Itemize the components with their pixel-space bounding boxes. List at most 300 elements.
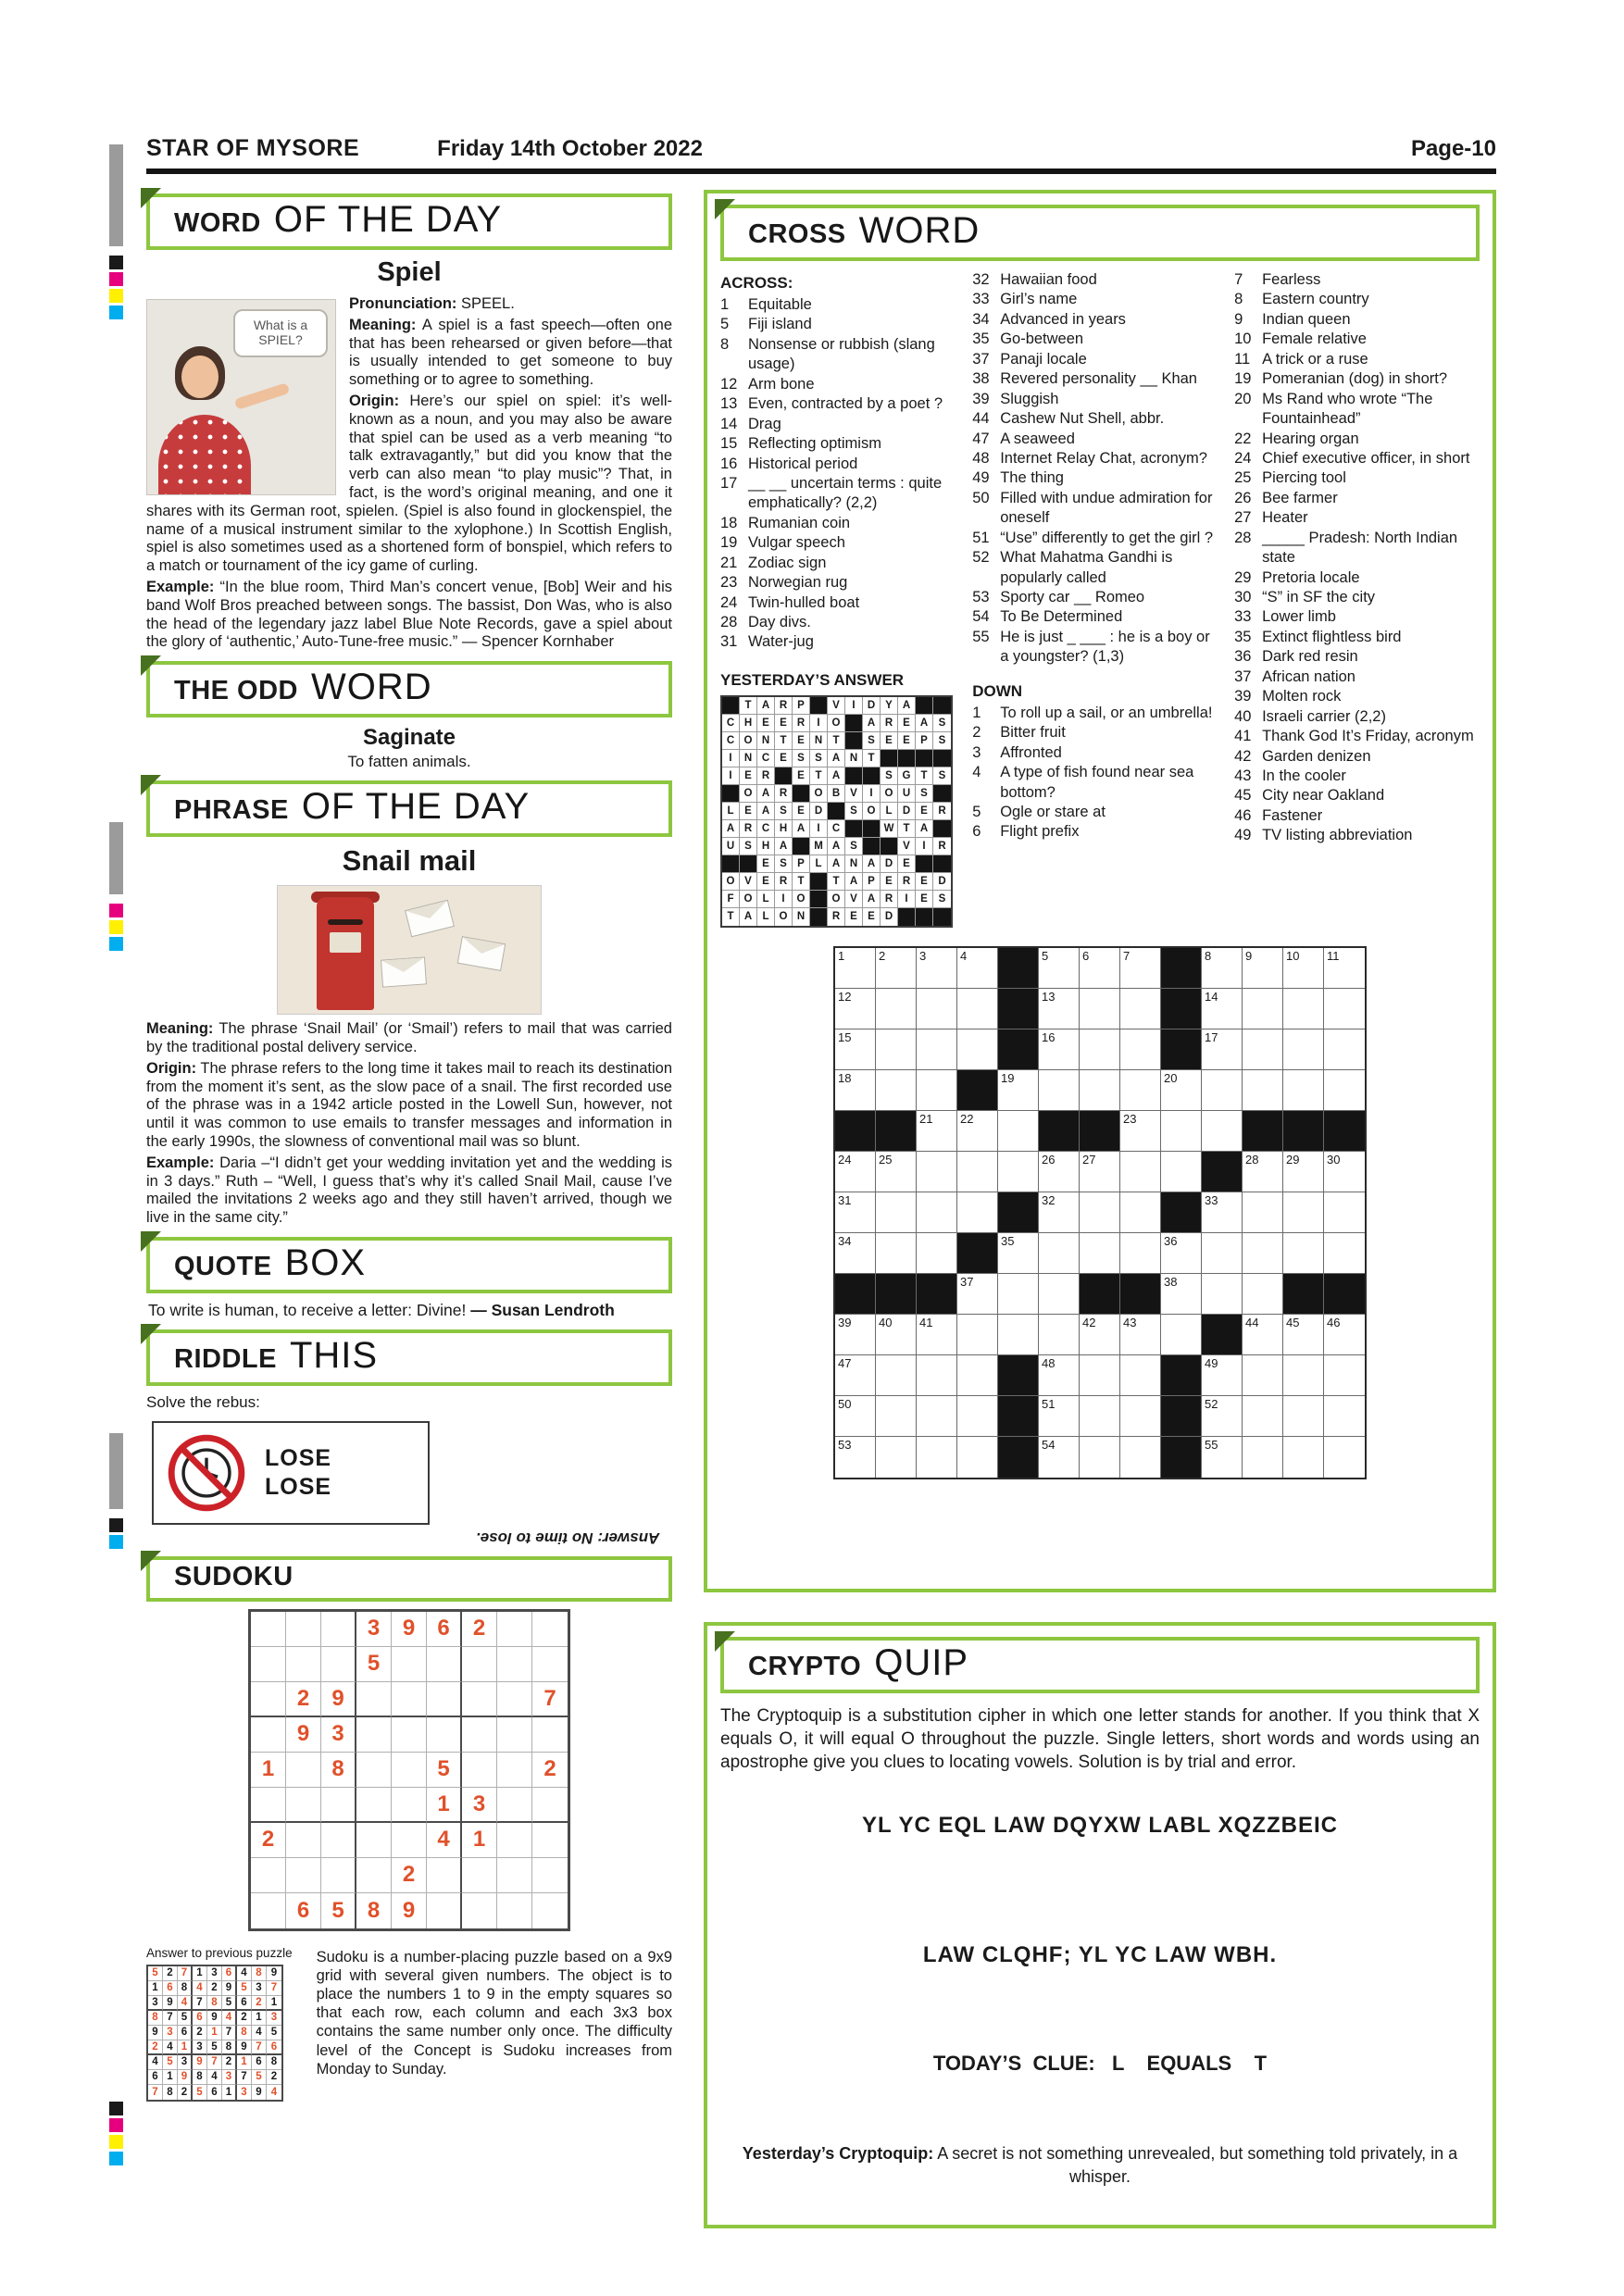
grid-cell-number: 10	[1286, 948, 1300, 963]
answer-letter: R	[740, 820, 757, 838]
crossword-block	[1202, 1315, 1243, 1355]
answer-letter: A	[757, 697, 775, 715]
sudoku-cell	[427, 1717, 462, 1753]
clue-number: 30	[1234, 589, 1252, 605]
answer-letter: R	[775, 697, 793, 715]
sudoku-answer-grid	[146, 1965, 283, 2102]
sudoku-cell: 9	[222, 1981, 237, 1996]
sudoku-cell	[286, 1753, 321, 1788]
sudoku-cell	[251, 1647, 286, 1682]
answer-letter: L	[757, 908, 775, 926]
print-color-mark-black	[109, 1518, 123, 1532]
crossword-cell	[835, 948, 876, 989]
crossword-cell	[876, 1029, 917, 1070]
sudoku-cell	[497, 1682, 532, 1717]
sudoku-cell: 5	[237, 1981, 252, 1996]
crossword-cell	[835, 1355, 876, 1396]
print-color-mark-yellow	[109, 289, 123, 303]
crossword-cell	[1120, 1192, 1161, 1233]
sudoku-cell	[356, 1753, 392, 1788]
answer-letter: V	[845, 891, 863, 908]
answer-block	[863, 767, 881, 785]
todays-clue: TODAY’S CLUE: L EQUALS T	[932, 2052, 1268, 2076]
crossword-block	[998, 1396, 1039, 1437]
clue-number: 3	[972, 743, 981, 761]
answer-letter: B	[828, 785, 845, 803]
crossword-clue	[972, 763, 1218, 803]
clue-text: Historical period	[748, 455, 858, 472]
answer-block	[933, 820, 951, 838]
header-light-text: BOX	[284, 1242, 367, 1283]
clue-number: 31	[720, 633, 738, 651]
crossword-block	[917, 1274, 957, 1315]
origin-label: Origin:	[146, 1059, 197, 1077]
crossword-cell	[957, 1192, 998, 1233]
crossword-cell	[1039, 1396, 1080, 1437]
masthead: STAR OF MYSORE	[146, 135, 360, 161]
sudoku-cell: 1	[237, 2055, 252, 2070]
sudoku-cell	[356, 1823, 392, 1858]
clue-text: The thing	[1000, 469, 1064, 487]
answer-letter: N	[740, 750, 757, 767]
crossword-cell	[835, 1233, 876, 1274]
example-label: Example:	[146, 578, 215, 595]
answer-letter: T	[828, 873, 845, 891]
answer-block	[898, 908, 916, 926]
crossword-grid	[833, 946, 1367, 1479]
clue-text: Cashew Nut Shell, abbr.	[1000, 410, 1165, 428]
sudoku-cell: 6	[163, 1981, 178, 1996]
crossword-cell	[876, 1396, 917, 1437]
header-bold-text: RIDDLE	[174, 1343, 277, 1374]
meaning-text: A spiel is a fast speech—often one that has been rehearsed or given before—that is usually intended to get someone to buy something or to agree to something.	[349, 316, 672, 389]
sudoku-cell: 1	[252, 2011, 267, 2026]
rebus-words	[265, 1444, 331, 1503]
clue-text: Fiji island	[748, 316, 812, 333]
crossword-clue	[972, 350, 1218, 369]
sudoku-cell: 2	[207, 1981, 222, 1996]
answer-letter: E	[916, 803, 933, 820]
crossword-cell	[1080, 1192, 1120, 1233]
postbox-photo	[277, 885, 542, 1015]
crossword-clue	[972, 270, 1218, 290]
crossword-block	[835, 1111, 876, 1152]
crossword-cell	[917, 1152, 957, 1192]
sudoku-cell	[321, 1823, 356, 1858]
clue-number: 21	[720, 554, 738, 571]
crossword-clue	[1234, 687, 1480, 706]
crossword-cell	[835, 989, 876, 1029]
clue-text: Bitter fruit	[1000, 724, 1066, 742]
sudoku-cell: 3	[252, 1981, 267, 1996]
clue-text: Zodiac sign	[748, 554, 827, 571]
answer-letter: T	[828, 732, 845, 750]
sudoku-cell: 6	[193, 2011, 207, 2026]
crossword-cell	[1080, 1396, 1120, 1437]
sudoku-cell	[321, 1788, 356, 1823]
answer-letter: P	[916, 732, 933, 750]
clue-text: Sporty car __ Romeo	[1000, 589, 1145, 605]
sudoku-cell: 7	[222, 2026, 237, 2040]
answer-letter: I	[863, 785, 881, 803]
clue-number: 28	[720, 614, 738, 630]
crossword-cell	[1161, 1111, 1202, 1152]
answer-letter: T	[740, 697, 757, 715]
clue-number: 34	[972, 310, 990, 328]
answer-letter: V	[845, 785, 863, 803]
clue-number: 33	[972, 291, 990, 308]
answer-block	[810, 891, 828, 908]
clue-text: Hawaiian food	[1000, 271, 1097, 288]
answer-letter: A	[793, 820, 810, 838]
answer-letter: N	[810, 732, 828, 750]
answer-letter: O	[775, 908, 793, 926]
answer-letter: U	[898, 785, 916, 803]
sudoku-description: Sudoku is a number-placing puzzle based on a 9x9 grid with several given numbers. The object is to place the numbers 1 to 9 in the empty squares so that each row, each column and each 3x3 box contains the same number only once. The difficulty level of the Concept is Sudoku increases from Monday to Sunday.	[316, 1948, 672, 2078]
crossword-cell	[1243, 1355, 1283, 1396]
grid-cell-number: 28	[1245, 1152, 1259, 1167]
answer-letter: I	[775, 891, 793, 908]
phrase-example-line	[146, 1154, 672, 1228]
quote-attribution: — Susan Lendroth	[470, 1300, 615, 1319]
sudoku-cell: 6	[286, 1893, 321, 1928]
crossword-cell	[1039, 1233, 1080, 1274]
clue-text: Reflecting optimism	[748, 435, 881, 453]
clue-number: 42	[1234, 747, 1252, 765]
sudoku-cell: 9	[392, 1893, 427, 1928]
clue-number: 35	[972, 331, 990, 348]
photo-person-arm	[234, 382, 291, 410]
grid-cell-number: 9	[1245, 948, 1253, 963]
crossword-cell	[998, 1111, 1039, 1152]
envelope-icon	[457, 936, 506, 971]
sudoku-cell	[497, 1788, 532, 1823]
answer-letter: G	[898, 767, 916, 785]
sudoku-cell: 6	[427, 1612, 462, 1647]
crossword-cell	[1283, 1192, 1324, 1233]
answer-letter: C	[757, 750, 775, 767]
clue-number: 54	[972, 608, 990, 626]
crossword-cell	[1324, 1233, 1365, 1274]
clue-text: Extinct flightless bird	[1262, 628, 1402, 645]
crossword-block	[1161, 1355, 1202, 1396]
sudoku-cell	[392, 1717, 427, 1753]
clue-number: 45	[1234, 787, 1252, 805]
crossword-clue	[720, 375, 956, 394]
example-text: Daria –“I didn’t get your wedding invitation yet and the wedding is in 3 days.” Ruth – “Well, I guess that’s why it’s called Snail Mail, cause I’ve mailed the invitations 2 weeks ago and they still haven’t arrived, though we live in the same city.”	[146, 1154, 672, 1227]
down-clues-part1	[972, 704, 1218, 842]
answer-letter: E	[775, 750, 793, 767]
grid-cell-number: 6	[1082, 948, 1090, 963]
header-bold-text: CRYPTO	[748, 1652, 862, 1681]
clue-number: 13	[720, 395, 738, 413]
crossword-cell	[1120, 1315, 1161, 1355]
across-label: ACROSS:	[720, 274, 793, 292]
answer-letter: A	[775, 838, 793, 855]
crossword-cell	[957, 989, 998, 1029]
sudoku-cell: 2	[462, 1612, 497, 1647]
clue-number: 50	[972, 489, 990, 506]
answer-letter: P	[793, 855, 810, 873]
header-light-text: QUIP	[874, 1642, 969, 1683]
sudoku-cell: 1	[427, 1788, 462, 1823]
answer-block	[933, 697, 951, 715]
clue-number: 1	[972, 704, 981, 721]
grid-cell-number: 4	[960, 948, 968, 963]
clue-text: Fearless	[1262, 271, 1321, 288]
crossword-cell	[1283, 948, 1324, 989]
answer-letter: V	[828, 697, 845, 715]
yesterdays-answer-label: YESTERDAY’S ANSWER	[720, 670, 905, 689]
clue-number: 18	[720, 514, 738, 531]
clue-text: __ __ uncertain terms : quite emphatically? (2,2)	[748, 474, 943, 512]
clue-number: 12	[720, 375, 738, 393]
crossword-cell	[957, 1029, 998, 1070]
crossword-cell	[998, 1152, 1039, 1192]
crossword-block	[1161, 1192, 1202, 1233]
answer-letter: S	[810, 750, 828, 767]
crossword-cell	[998, 1315, 1039, 1355]
crossword-clue	[720, 415, 956, 434]
crossword-cell	[1324, 1437, 1365, 1478]
answer-letter: I	[722, 767, 740, 785]
header-light-text: OF THE DAY	[301, 786, 531, 828]
sudoku-cell	[462, 1753, 497, 1788]
answer-letter: Y	[881, 697, 898, 715]
answer-block	[775, 767, 793, 785]
phrase-of-day-phrase: Snail mail	[342, 844, 477, 878]
print-color-mark-cyan	[109, 2152, 123, 2165]
crossword-cell	[1039, 1437, 1080, 1478]
print-registration-bar	[109, 144, 123, 246]
clue-number: 47	[972, 430, 990, 447]
grid-cell-number: 45	[1286, 1315, 1300, 1329]
grid-cell-number: 13	[1042, 989, 1056, 1004]
postbox-pillar	[317, 897, 374, 1010]
sudoku-cell: 1	[193, 1966, 207, 1981]
sudoku-cell: 7	[237, 2070, 252, 2085]
grid-cell-number: 24	[838, 1152, 852, 1167]
crossword-cell	[876, 1437, 917, 1478]
crossword-cell	[1039, 1315, 1080, 1355]
clue-text: Heater	[1262, 509, 1308, 527]
crossword-block	[998, 989, 1039, 1029]
crossword-cell	[835, 1152, 876, 1192]
header-bold-text: THE ODD	[174, 676, 298, 706]
crossword-clue	[972, 330, 1218, 349]
sudoku-cell: 5	[252, 2070, 267, 2085]
crossword-clue	[972, 390, 1218, 409]
crossword-block	[998, 1355, 1039, 1396]
grid-cell-number: 12	[838, 989, 852, 1004]
sudoku-cell	[497, 1717, 532, 1753]
crossword-cell	[1324, 1029, 1365, 1070]
clue-number: 23	[720, 574, 738, 592]
sudoku-cell	[286, 1612, 321, 1647]
crossword-cell	[917, 1070, 957, 1111]
clue-text: Piercing tool	[1262, 469, 1346, 487]
print-color-mark-yellow	[109, 920, 123, 934]
sudoku-cell: 8	[252, 1966, 267, 1981]
sudoku-cell: 6	[252, 2055, 267, 2070]
page-number: Page-10	[1410, 136, 1496, 161]
sudoku-cell: 2	[252, 1996, 267, 2011]
crossword-cell	[876, 1070, 917, 1111]
grid-cell-number: 19	[1001, 1070, 1015, 1085]
sudoku-cell: 9	[193, 2055, 207, 2070]
answer-block	[933, 750, 951, 767]
crossword-clue	[1234, 806, 1480, 826]
crossword-cell	[917, 1355, 957, 1396]
answer-letter: E	[845, 908, 863, 926]
sudoku-cell	[251, 1717, 286, 1753]
crossword-cell	[1120, 989, 1161, 1029]
crossword-cell	[957, 1152, 998, 1192]
clue-number: 17	[720, 474, 738, 492]
riddle-header	[146, 1329, 672, 1386]
grid-cell-number: 50	[838, 1396, 852, 1411]
sudoku-cell: 2	[193, 2026, 207, 2040]
clue-number: 32	[972, 271, 990, 288]
crossword-clue	[972, 310, 1218, 330]
answer-letter: T	[793, 873, 810, 891]
answer-letter: S	[933, 732, 951, 750]
crossword-clue	[1234, 826, 1480, 845]
crossword-cell	[1161, 1274, 1202, 1315]
clue-number: 5	[720, 316, 730, 333]
crossword-cell	[1039, 1274, 1080, 1315]
crossword-clue	[1234, 747, 1480, 767]
crossword-cell	[876, 1355, 917, 1396]
sudoku-cell	[356, 1788, 392, 1823]
sudoku-cell: 4	[207, 2070, 222, 2085]
clue-number: 6	[972, 823, 981, 841]
answer-block	[916, 750, 933, 767]
crossword-block	[876, 1111, 917, 1152]
sudoku-cell	[532, 1647, 568, 1682]
sudoku-cell: 7	[193, 1996, 207, 2011]
crossword-block	[1080, 1111, 1120, 1152]
crossword-cell	[1202, 1437, 1243, 1478]
answer-letter: R	[775, 785, 793, 803]
crossword-clue	[972, 489, 1218, 529]
sudoku-cell	[462, 1647, 497, 1682]
answer-block	[793, 785, 810, 803]
crossword-clue	[720, 434, 956, 454]
phrase-origin-line	[146, 1060, 672, 1152]
sudoku-cell	[532, 1858, 568, 1893]
clue-text: Filled with undue admiration for oneself	[1000, 489, 1213, 527]
crossword-clue	[720, 315, 956, 334]
clue-text: Ms Rand who wrote “The Fountainhead”	[1262, 390, 1433, 428]
sudoku-cell	[251, 1612, 286, 1647]
answer-letter: E	[863, 908, 881, 926]
quote-text: To write is human, to receive a letter: Divine!	[148, 1300, 467, 1319]
clue-text: Equitable	[748, 296, 812, 313]
sudoku-cell: 4	[267, 2085, 281, 2100]
grid-cell-number: 29	[1286, 1152, 1300, 1167]
crossword-block	[998, 1192, 1039, 1233]
yesterdays-answer-grid	[720, 695, 953, 928]
clue-number: 38	[972, 370, 990, 388]
clue-text: Bee farmer	[1262, 489, 1338, 506]
crossword-cell	[835, 1315, 876, 1355]
crossword-block	[1324, 1111, 1365, 1152]
clue-number: 15	[720, 435, 738, 453]
sudoku-cell: 4	[178, 1996, 193, 2011]
crossword-cell	[917, 948, 957, 989]
grid-cell-number: 36	[1164, 1233, 1178, 1248]
yesterdays-cryptoquip-text: A secret is not something unrevealed, but something told privately, in a whisper.	[937, 2144, 1458, 2187]
sudoku-cell: 2	[237, 2011, 252, 2026]
answer-letter: E	[793, 767, 810, 785]
crossword-cell	[835, 1029, 876, 1070]
sudoku-cell: 8	[237, 2026, 252, 2040]
crossword-cell	[835, 1070, 876, 1111]
answer-letter: A	[757, 785, 775, 803]
crossword-cell	[876, 948, 917, 989]
answer-letter: E	[757, 715, 775, 732]
crossword-clue-columns	[720, 270, 1480, 928]
word-of-day-header	[146, 193, 672, 250]
crossword-cell	[835, 1396, 876, 1437]
answer-block	[740, 855, 757, 873]
grid-cell-number: 11	[1327, 948, 1340, 963]
answer-letter: E	[740, 803, 757, 820]
crossword-cell	[1202, 1029, 1243, 1070]
crossword-cell	[1283, 989, 1324, 1029]
crossword-cell	[1243, 1315, 1283, 1355]
print-registration-bar	[109, 1433, 123, 1509]
sudoku-cell	[286, 1823, 321, 1858]
crossword-clue	[972, 290, 1218, 309]
answer-block	[845, 732, 863, 750]
crossword-clue	[1234, 449, 1480, 468]
postbox-plate	[330, 932, 361, 953]
crossword-cell	[1243, 1437, 1283, 1478]
answer-block	[845, 715, 863, 732]
crossword-cell	[1324, 1192, 1365, 1233]
crossword-cell	[1243, 989, 1283, 1029]
clue-number: 52	[972, 549, 990, 567]
sudoku-cell: 5	[222, 1996, 237, 2011]
clue-number: 49	[1234, 827, 1252, 844]
answer-block	[863, 838, 881, 855]
sudoku-cell	[497, 1647, 532, 1682]
answer-letter: L	[722, 803, 740, 820]
answer-letter: P	[863, 873, 881, 891]
answer-letter: A	[828, 838, 845, 855]
sudoku-cell: 7	[267, 1981, 281, 1996]
crossword-clue	[1234, 390, 1480, 430]
sudoku-cell	[251, 1682, 286, 1717]
answer-letter: C	[757, 820, 775, 838]
crossword-block	[957, 1070, 998, 1111]
answer-letter: S	[775, 855, 793, 873]
crossword-clue	[720, 455, 956, 474]
crossword-cell	[1080, 1152, 1120, 1192]
sudoku-header	[146, 1556, 672, 1602]
answer-letter: A	[722, 820, 740, 838]
grid-cell-number: 17	[1205, 1029, 1218, 1044]
answer-letter: M	[810, 838, 828, 855]
clue-text: Advanced in years	[1000, 310, 1126, 328]
answer-letter: E	[898, 732, 916, 750]
crossword-block	[957, 1233, 998, 1274]
crossword-clue	[1234, 468, 1480, 488]
clue-text: Ogle or stare at	[1000, 803, 1106, 820]
sudoku-cell: 2	[148, 2040, 163, 2055]
